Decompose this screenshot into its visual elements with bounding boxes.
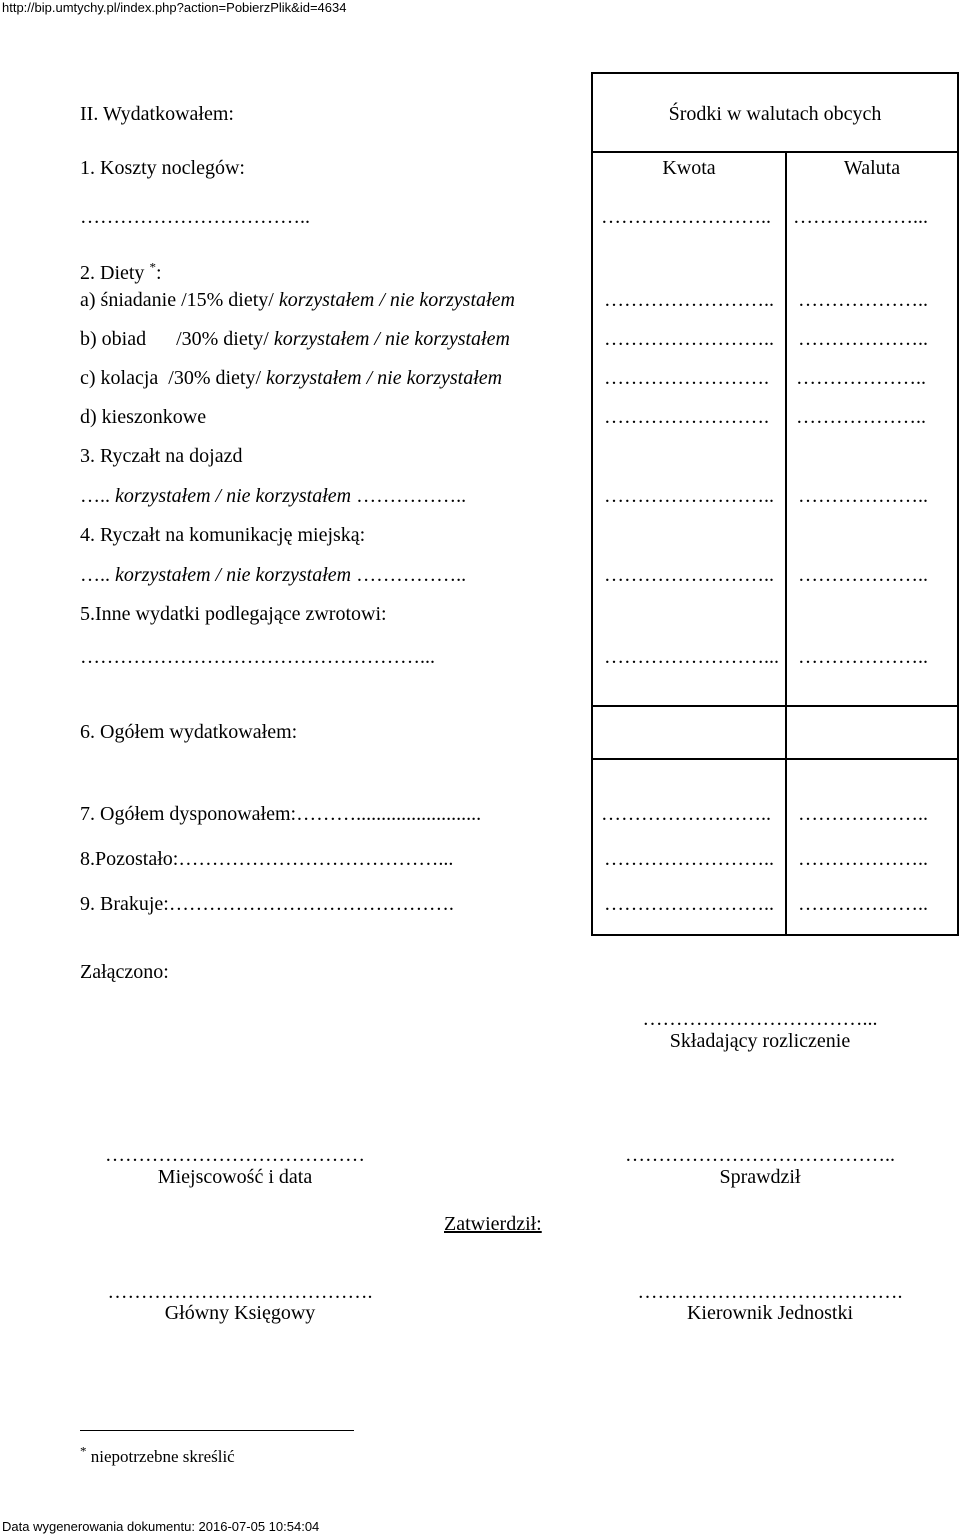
table-row-divider bbox=[591, 705, 959, 707]
cell-kwota[interactable]: ……………………... bbox=[604, 646, 779, 668]
label-sniadanie: a) śniadanie /15% diety/ korzystałem / nie korzystałem bbox=[80, 289, 515, 311]
signature-line-glowny-ksiegowy[interactable]: …………………………………. bbox=[107, 1281, 373, 1303]
cell-kwota[interactable]: ……………………. bbox=[604, 367, 769, 389]
label-kolacja: c) kolacja /30% diety/ korzystałem / nie korzystałem bbox=[80, 367, 503, 389]
label-ryczalt-komunikacja: 4. Ryczałt na komunikację miejską: bbox=[80, 524, 366, 546]
asterisk-mark: * bbox=[149, 259, 156, 275]
cell-waluta[interactable]: ……………….. bbox=[798, 564, 928, 586]
footnote: * niepotrzebne skreślić bbox=[80, 1443, 235, 1466]
column-kwota: Kwota bbox=[662, 157, 716, 179]
cell-kwota[interactable]: …………………….. bbox=[604, 848, 774, 870]
table-column-divider bbox=[785, 151, 787, 936]
footnote-asterisk: * bbox=[80, 1443, 87, 1459]
cell-kwota[interactable]: …………………….. bbox=[604, 893, 774, 915]
cell-waluta[interactable]: ……………….. bbox=[798, 893, 928, 915]
cell-waluta[interactable]: ……………….. bbox=[798, 289, 928, 311]
fill-noclegi[interactable]: …………………………….. bbox=[80, 206, 310, 228]
cell-kwota[interactable]: ……………………. bbox=[604, 406, 769, 428]
label-sprawdzil: Sprawdził bbox=[719, 1166, 801, 1188]
label-obiad: b) obiad /30% diety/ korzystałem / nie korzystałem bbox=[80, 328, 510, 350]
header-url: http://bip.umtychy.pl/index.php?action=PobierzPlik&id=4634 bbox=[2, 0, 347, 15]
cell-waluta[interactable]: ……………….. bbox=[798, 646, 928, 668]
label-kierownik-jednostki: Kierownik Jednostki bbox=[686, 1302, 854, 1324]
table-left-border bbox=[591, 72, 593, 936]
cell-kwota[interactable]: …………………….. bbox=[604, 485, 774, 507]
signature-line-miejscowosc[interactable]: ………………………………… bbox=[105, 1144, 365, 1166]
cell-kwota[interactable]: …………………….. bbox=[604, 328, 774, 350]
label-ogolem-wydatkowalem: 6. Ogółem wydatkowałem: bbox=[80, 721, 298, 743]
label-miejscowosc-data: Miejscowość i data bbox=[157, 1166, 313, 1188]
label-ogolem-dysponowalem: 7. Ogółem dysponowałem:………......................... bbox=[80, 803, 482, 825]
row-ryczalt-komunikacja: ….. korzystałem / nie korzystałem …………….. bbox=[80, 564, 467, 586]
cell-kwota[interactable]: …………………….. bbox=[604, 564, 774, 586]
cell-waluta[interactable]: ……………….. bbox=[796, 367, 926, 389]
cell-waluta[interactable]: ……………….. bbox=[798, 328, 928, 350]
label-pozostalo: 8.Pozostało:…………………………………... bbox=[80, 848, 454, 870]
signature-line-skladajacy[interactable]: ……………………………... bbox=[642, 1008, 878, 1030]
cell-waluta[interactable]: ……………….. bbox=[798, 485, 928, 507]
cell-kwota[interactable]: …………………….. bbox=[601, 206, 771, 228]
foreign-currency-header: Środki w walutach obcych bbox=[668, 103, 882, 125]
cell-kwota[interactable]: …………………….. bbox=[604, 289, 774, 311]
cell-waluta[interactable]: ………………... bbox=[793, 206, 928, 228]
label-kieszonkowe: d) kieszonkowe bbox=[80, 406, 207, 428]
footer-generated-date: Data wygenerowania dokumentu: 2016-07-05 10:54:04 bbox=[2, 1519, 320, 1534]
table-header-divider bbox=[591, 151, 959, 153]
label-brakuje: 9. Brakuje:……………………………………. bbox=[80, 893, 454, 915]
cell-kwota[interactable]: …………………….. bbox=[601, 803, 771, 825]
label-skladajacy: Składający rozliczenie bbox=[669, 1030, 851, 1052]
signature-line-kierownik[interactable]: …………………………………. bbox=[637, 1281, 903, 1303]
label-noclegi: 1. Koszty noclegów: bbox=[80, 157, 245, 179]
cell-waluta[interactable]: ……………….. bbox=[798, 848, 928, 870]
cell-waluta[interactable]: ……………….. bbox=[796, 406, 926, 428]
table-row-divider bbox=[591, 758, 959, 760]
fill-inne-wydatki[interactable]: ……………………………………………... bbox=[80, 646, 435, 668]
footnote-rule bbox=[80, 1430, 354, 1431]
signature-line-sprawdzil[interactable]: ………………………………….. bbox=[625, 1144, 895, 1166]
column-waluta: Waluta bbox=[843, 157, 901, 179]
table-bottom-border bbox=[591, 934, 959, 936]
label-zatwierdzil: Zatwierdził: bbox=[444, 1213, 542, 1235]
label-glowny-ksiegowy: Główny Księgowy bbox=[164, 1302, 316, 1324]
label-ryczalt-dojazd: 3. Ryczałt na dojazd bbox=[80, 445, 243, 467]
table-right-border bbox=[957, 72, 959, 936]
label-zalaczono: Załączono: bbox=[80, 961, 169, 983]
label-inne-wydatki: 5.Inne wydatki podlegające zwrotowi: bbox=[80, 603, 387, 625]
section-title: II. Wydatkowałem: bbox=[80, 103, 234, 125]
table-top-border bbox=[591, 72, 959, 74]
row-ryczalt-dojazd: ….. korzystałem / nie korzystałem …………….. bbox=[80, 485, 467, 507]
cell-waluta[interactable]: ……………….. bbox=[798, 803, 928, 825]
label-diety: 2. Diety *: bbox=[80, 259, 162, 284]
